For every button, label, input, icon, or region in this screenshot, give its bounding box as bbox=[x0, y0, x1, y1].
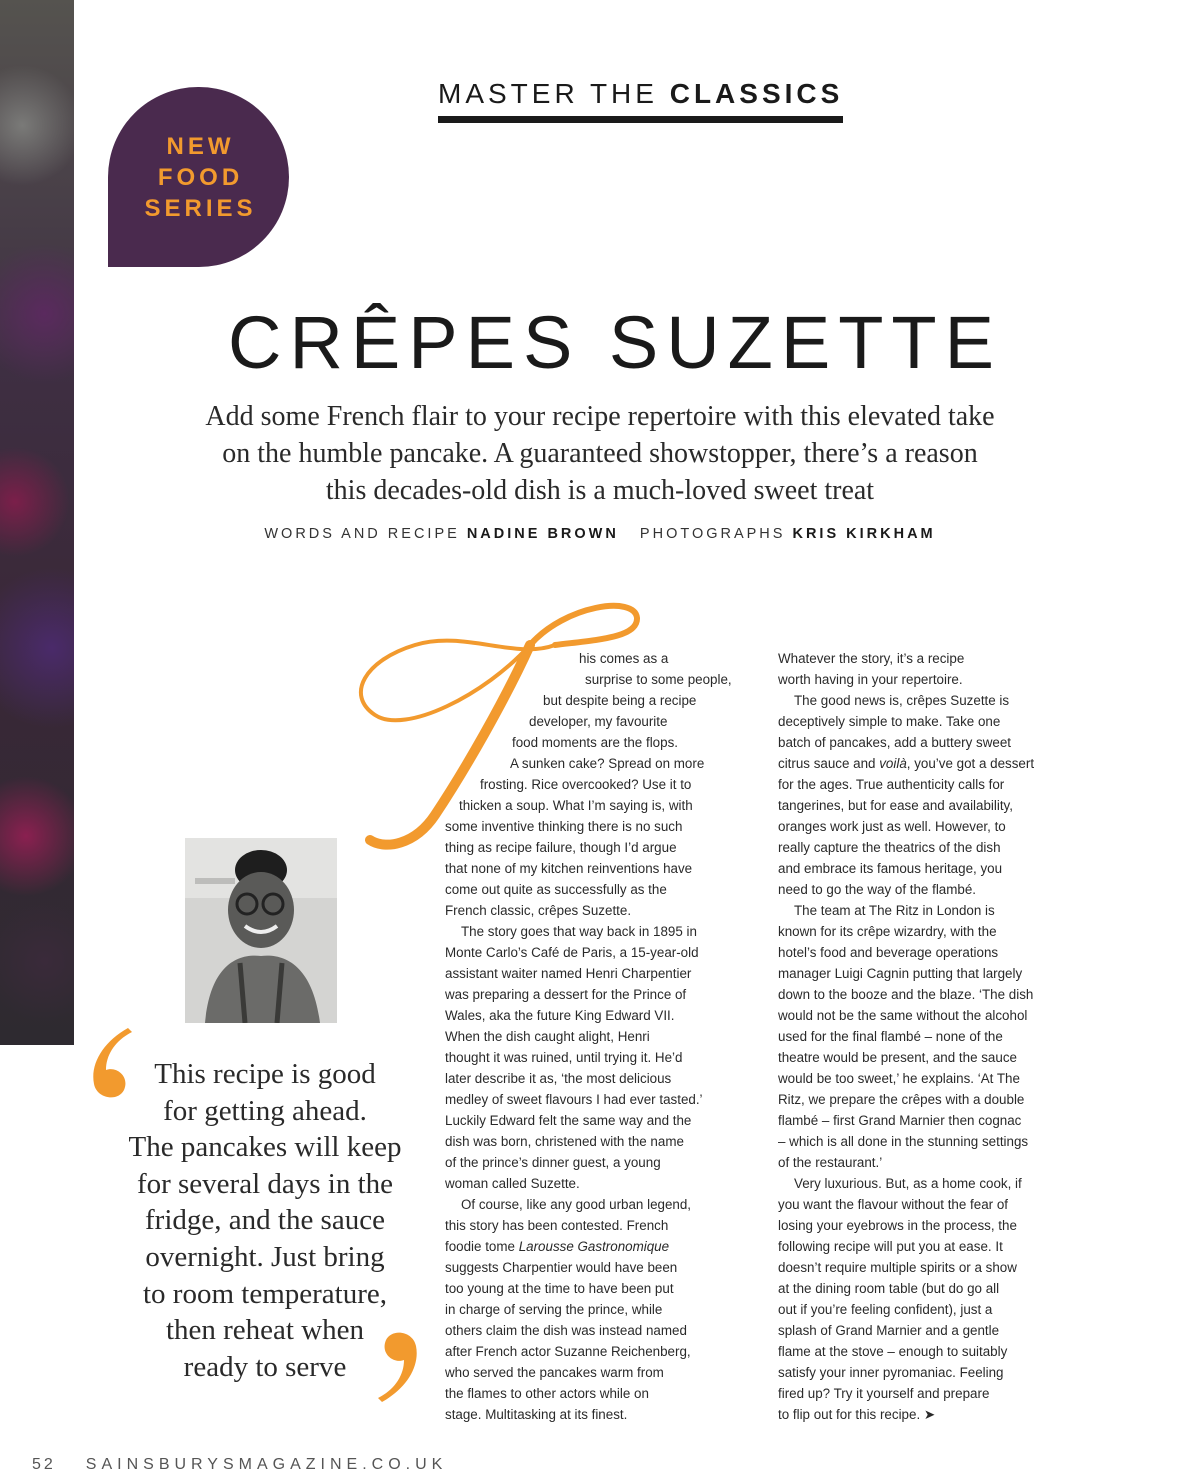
col1-line: assistant waiter named Henri Charpentier bbox=[445, 966, 692, 981]
quote-line-3: The pancakes will keep bbox=[128, 1131, 402, 1164]
col2-line: for the ages. True authenticity calls for bbox=[778, 777, 1005, 792]
col2-line: Ritz, we prepare the crêpes with a double bbox=[778, 1092, 1025, 1107]
col1-line bbox=[445, 1236, 760, 1257]
author-photo bbox=[185, 838, 337, 1023]
col2-line: really capture the theatrics of the dish bbox=[778, 840, 1001, 855]
col1-text: foodie tome bbox=[445, 1239, 519, 1254]
col2-line bbox=[778, 1404, 1093, 1425]
page-number: 52 bbox=[32, 1456, 56, 1473]
col1-line: Luckily Edward felt the same way and the bbox=[445, 1113, 692, 1128]
col2-line: manager Luigi Cagnin putting that largely bbox=[778, 966, 1023, 981]
col2-line: known for its crêpe wizardry, with the bbox=[778, 924, 997, 939]
col2-line: flambé – first Grand Marnier then cognac bbox=[778, 1113, 1022, 1128]
col1-line: some inventive thinking there is no such bbox=[445, 819, 683, 834]
col2-line: splash of Grand Marnier and a gentle bbox=[778, 1323, 1000, 1338]
quote-line-1: This recipe is good bbox=[154, 1058, 376, 1090]
col1-line: Of course, like any good urban legend, bbox=[461, 1197, 692, 1212]
col1-line: later describe it as, ‘the most delicious bbox=[445, 1071, 672, 1086]
col1-line: medley of sweet flavours I had ever tasted.’ bbox=[445, 1092, 703, 1107]
col2-line: deceptively simple to make. Take one bbox=[778, 714, 1001, 729]
quote-line-5: fridge, and the sauce bbox=[145, 1204, 385, 1237]
col1-line: thing as recipe failure, though I’d argue bbox=[445, 840, 677, 855]
col2-line: would not be the same without the alcohol bbox=[778, 1008, 1028, 1023]
col2-text: citrus sauce and bbox=[778, 756, 880, 771]
photos-label: PHOTOGRAPHS bbox=[639, 526, 793, 542]
col1-line: of the prince’s dinner guest, a young bbox=[445, 1155, 661, 1170]
col2-line: losing your eyebrows in the process, the bbox=[778, 1218, 1017, 1233]
col1-line: surprise to some people, bbox=[585, 672, 732, 687]
col1-line: thicken a soup. What I’m saying is, with bbox=[459, 798, 693, 813]
col2-line: theatre would be present, and the sauce bbox=[778, 1050, 1017, 1065]
col2-line: worth having in your repertoire. bbox=[778, 672, 963, 687]
col1-line: When the dish caught alight, Henri bbox=[445, 1029, 650, 1044]
col1-line: his comes as a bbox=[579, 651, 669, 666]
col2-line: Whatever the story, it’s a recipe bbox=[778, 651, 965, 666]
quote-line-8: then reheat when bbox=[165, 1314, 365, 1347]
col2-line: you want the flavour without the fear of bbox=[778, 1197, 1009, 1212]
col2-line: following recipe will put you at ease. It bbox=[778, 1239, 1003, 1254]
badge-line-2: FOOD bbox=[157, 163, 244, 191]
col2-line: down to the booze and the blaze. ‘The dish bbox=[778, 987, 1034, 1002]
col1-line: too young at the time to have been put bbox=[445, 1281, 674, 1296]
col1-line: that none of my kitchen reinventions have bbox=[445, 861, 693, 876]
series-bold: CLASSICS bbox=[669, 78, 844, 109]
col2-line: and embrace its famous heritage, you bbox=[778, 861, 1003, 876]
col1-line: developer, my favourite bbox=[529, 714, 668, 729]
close-quote-icon bbox=[374, 1324, 422, 1406]
col2-line: The good news is, crêpes Suzette is bbox=[794, 693, 1010, 708]
words-name: NADINE BROWN bbox=[466, 526, 619, 542]
arrowhead-icon: ➤ bbox=[923, 1407, 936, 1422]
col2-line: satisfy your inner pyromaniac. Feeling bbox=[778, 1365, 1004, 1380]
words-label: WORDS AND RECIPE bbox=[264, 526, 467, 542]
col1-line: dish was born, christened with the name bbox=[445, 1134, 684, 1149]
body-column-1 bbox=[445, 648, 760, 1425]
series-header bbox=[438, 78, 843, 123]
col1-line: stage. Multitasking at its finest. bbox=[445, 1407, 628, 1422]
new-series-badge bbox=[108, 87, 289, 267]
article-title: CRÊPES SUZETTE bbox=[228, 301, 1002, 384]
side-photo-strip bbox=[0, 0, 74, 1045]
col1-line: after French actor Suzanne Reichenberg, bbox=[445, 1344, 691, 1359]
col2-line: hotel’s food and beverage operations bbox=[778, 945, 999, 960]
col1-line: but despite being a recipe bbox=[543, 693, 697, 708]
col1-line: the flames to other actors while on bbox=[445, 1386, 649, 1401]
page-footer bbox=[32, 1456, 447, 1474]
quote-line-9: ready to serve bbox=[183, 1350, 347, 1383]
col1-line: food moments are the flops. bbox=[512, 735, 678, 750]
quote-line-7: to room temperature, bbox=[143, 1277, 387, 1310]
col2-line: – which is all done in the stunning settings bbox=[778, 1134, 1029, 1149]
col1-line: who served the pancakes warm from bbox=[445, 1365, 664, 1380]
col1-line: was preparing a dessert for the Prince of bbox=[445, 987, 687, 1002]
col1-line: Monte Carlo’s Café de Paris, a 15-year-old bbox=[445, 945, 699, 960]
body-column-2 bbox=[778, 648, 1093, 1425]
col2-line: doesn’t require multiple spirits or a show bbox=[778, 1260, 1017, 1275]
col1-line: The story goes that way back in 1895 in bbox=[461, 924, 697, 939]
col2-line: tangerines, but for ease and availability, bbox=[778, 798, 1013, 813]
col1-line: frosting. Rice overcooked? Use it to bbox=[480, 777, 692, 792]
italic-word: voilà bbox=[879, 756, 907, 771]
col1-line: woman called Suzette. bbox=[445, 1176, 580, 1191]
col2-line: out if you’re feeling confident), just a bbox=[778, 1302, 993, 1317]
col2-line: fired up? Try it yourself and prepare bbox=[778, 1386, 990, 1401]
col2-line: would be too sweet,’ he explains. ‘At The bbox=[778, 1071, 1020, 1086]
col2-line: oranges work just as well. However, to bbox=[778, 819, 1006, 834]
quote-line-4: for several days in the bbox=[136, 1167, 394, 1200]
col1-line: suggests Charpentier would have been bbox=[445, 1260, 678, 1275]
col2-line: at the dining room table (but do go all bbox=[778, 1281, 1000, 1296]
quote-line-6: overnight. Just bring bbox=[145, 1240, 385, 1273]
site-url: SAINSBURYSMAGAZINE.CO.UK bbox=[85, 1456, 448, 1473]
col2-line: of the restaurant.’ bbox=[778, 1155, 883, 1170]
series-prefix: MASTER THE bbox=[438, 78, 670, 109]
col2-line: Very luxurious. But, as a home cook, if bbox=[794, 1176, 1022, 1191]
col2-line: flame at the stove – enough to suitably bbox=[778, 1344, 1008, 1359]
col2-line bbox=[778, 753, 1093, 774]
standfirst-line-2: on the humble pancake. A guaranteed showstopper, there’s a reason bbox=[222, 438, 978, 469]
badge-line-1: NEW bbox=[166, 132, 235, 160]
col1-line: French classic, crêpes Suzette. bbox=[445, 903, 632, 918]
col2-text: , you’ve got a dessert bbox=[906, 756, 1035, 771]
col1-line: A sunken cake? Spread on more bbox=[510, 756, 705, 771]
standfirst bbox=[150, 398, 1050, 509]
col1-line: thought it was ruined, until trying it. He’d bbox=[445, 1050, 683, 1065]
col2-line: need to go the way of the flambé. bbox=[778, 882, 977, 897]
col2-line: used for the final flambé – none of the bbox=[778, 1029, 1003, 1044]
quote-line-2: for getting ahead. bbox=[163, 1094, 367, 1127]
col1-line: this story has been contested. French bbox=[445, 1218, 669, 1233]
col2-text: to flip out for this recipe. bbox=[778, 1407, 924, 1422]
standfirst-line-3: this decades-old dish is a much-loved sweet treat bbox=[325, 475, 875, 506]
col1-line: in charge of serving the prince, while bbox=[445, 1302, 663, 1317]
col2-line: batch of pancakes, add a buttery sweet bbox=[778, 735, 1011, 750]
photos-name: KRIS KIRKHAM bbox=[792, 526, 936, 542]
col1-line: Wales, aka the future King Edward VII. bbox=[445, 1008, 675, 1023]
col2-line: The team at The Ritz in London is bbox=[794, 903, 995, 918]
col1-line: others claim the dish was instead named bbox=[445, 1323, 687, 1338]
credits bbox=[150, 526, 1050, 542]
standfirst-line-1: Add some French flair to your recipe repertoire with this elevated take bbox=[205, 401, 995, 432]
badge-line-3: SERIES bbox=[144, 194, 257, 222]
col1-line: come out quite as successfully as the bbox=[445, 882, 667, 897]
book-title: Larousse Gastronomique bbox=[518, 1239, 670, 1254]
